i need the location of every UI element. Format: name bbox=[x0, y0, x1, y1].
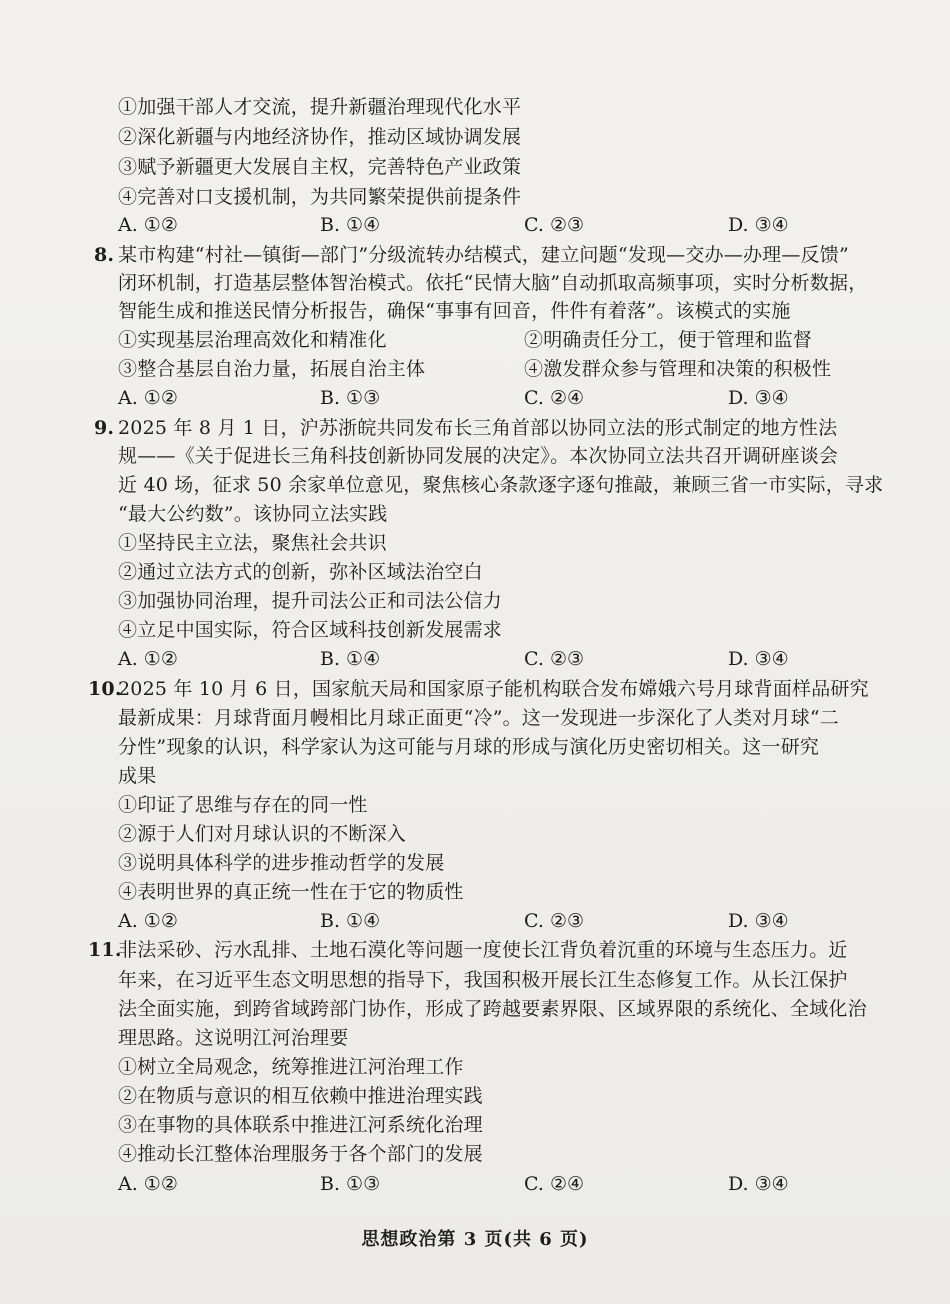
q7-choice-c[interactable]: C. ②③ bbox=[524, 214, 585, 236]
q11-item-4: ④推动长江整体治理服务于各个部门的发展 bbox=[118, 1143, 483, 1165]
q7-item-2: ②深化新疆与内地经济协作，推动区域协调发展 bbox=[118, 126, 522, 148]
q11-choice-d[interactable]: D. ③④ bbox=[728, 1173, 789, 1195]
q10-item-2: ②源于人们对月球认识的不断深入 bbox=[118, 823, 407, 845]
q11-number: 11. bbox=[88, 939, 122, 961]
q10-choice-a[interactable]: A. ①② bbox=[118, 910, 178, 932]
q8-stem-line-3: 智能生成和推送民情分析报告，确保“事事有回音，件件有着落”。该模式的实施 bbox=[118, 300, 791, 322]
q10-choice-b[interactable]: B. ①④ bbox=[320, 910, 381, 932]
q11-choice-a[interactable]: A. ①② bbox=[118, 1173, 178, 1195]
q8-choice-a[interactable]: A. ①② bbox=[118, 387, 178, 409]
q10-choice-d[interactable]: D. ③④ bbox=[728, 910, 789, 932]
q8-stem-line-1: 某市构建“村社—镇街—部门”分级流转办结模式，建立问题“发现—交办—办理—反馈” bbox=[118, 244, 849, 266]
q11-choice-c[interactable]: C. ②④ bbox=[524, 1173, 585, 1195]
q7-item-1: ①加强干部人才交流，提升新疆治理现代化水平 bbox=[118, 96, 522, 118]
q9-choice-d[interactable]: D. ③④ bbox=[728, 648, 789, 670]
q9-stem-line-1: 2025 年 8 月 1 日，沪苏浙皖共同发布长三角首部以协同立法的形式制定的地方性法 bbox=[118, 417, 838, 439]
q8-item-1: ①实现基层治理高效化和精准化 bbox=[118, 329, 387, 351]
q11-item-1: ①树立全局观念，统筹推进江河治理工作 bbox=[118, 1056, 464, 1078]
q7-choice-a[interactable]: A. ①② bbox=[118, 214, 178, 236]
q10-item-4: ④表明世界的真正统一性在于它的物质性 bbox=[118, 881, 464, 903]
q9-choice-b[interactable]: B. ①④ bbox=[320, 648, 381, 670]
q10-stem-line-1: 2025 年 10 月 6 日，国家航天局和国家原子能机构联合发布嫦娥六号月球背面样品研究 bbox=[118, 678, 869, 700]
q8-number: 8. bbox=[94, 244, 115, 266]
q10-stem-line-4: 成果 bbox=[118, 765, 157, 787]
q7-choice-d[interactable]: D. ③④ bbox=[728, 214, 789, 236]
q10-stem-line-2: 最新成果：月球背面月幔相比月球正面更“冷”。这一发现进一步深化了人类对月球“二 bbox=[118, 707, 839, 729]
q8-item-4: ④激发群众参与管理和决策的积极性 bbox=[524, 358, 832, 380]
q8-choice-b[interactable]: B. ①③ bbox=[320, 387, 381, 409]
q10-item-1: ①印证了思维与存在的同一性 bbox=[118, 794, 368, 816]
q9-choice-c[interactable]: C. ②③ bbox=[524, 648, 585, 670]
q11-item-2: ②在物质与意识的相互依赖中推进治理实践 bbox=[118, 1085, 483, 1107]
q9-item-1: ①坚持民主立法，聚焦社会共识 bbox=[118, 532, 387, 554]
q9-number: 9. bbox=[94, 417, 115, 439]
q9-stem-line-2: 规——《关于促进长三角科技创新协同发展的决定》。本次协同立法共召开调研座谈会 bbox=[118, 445, 839, 467]
q8-choice-c[interactable]: C. ②④ bbox=[524, 387, 585, 409]
q10-item-3: ③说明具体科学的进步推动哲学的发展 bbox=[118, 852, 445, 874]
q7-item-3: ③赋予新疆更大发展自主权，完善特色产业政策 bbox=[118, 156, 522, 178]
q10-number: 10. bbox=[88, 678, 122, 700]
q10-stem-line-3: 分性”现象的认识，科学家认为这可能与月球的形成与演化历史密切相关。这一研究 bbox=[118, 736, 820, 758]
q9-item-4: ④立足中国实际，符合区域科技创新发展需求 bbox=[118, 619, 503, 641]
q11-stem-line-1: 非法采砂、污水乱排、土地石漠化等问题一度使长江背负着沉重的环境与生态压力。近 bbox=[118, 939, 848, 961]
q11-choice-b[interactable]: B. ①③ bbox=[320, 1173, 381, 1195]
q9-stem-line-3: 近 40 场，征求 50 余家单位意见，聚焦核心条款逐字逐句推敲，兼顾三省一市实际，寻求 bbox=[118, 474, 884, 496]
q7-choice-b[interactable]: B. ①④ bbox=[320, 214, 381, 236]
q9-choice-a[interactable]: A. ①② bbox=[118, 648, 178, 670]
q11-stem-line-4: 理思路。这说明江河治理要 bbox=[118, 1027, 349, 1049]
q8-item-2: ②明确责任分工，便于管理和监督 bbox=[524, 329, 813, 351]
q11-stem-line-2: 年来，在习近平生态文明思想的指导下，我国积极开展长江生态修复工作。从长江保护 bbox=[118, 969, 848, 991]
q8-stem-line-2: 闭环机制，打造基层整体智治模式。依托“民情大脑”自动抓取高频事项，实时分析数据， bbox=[118, 272, 868, 294]
q11-item-3: ③在事物的具体联系中推进江河系统化治理 bbox=[118, 1114, 483, 1136]
q9-item-2: ②通过立法方式的创新，弥补区域法治空白 bbox=[118, 561, 483, 583]
q8-item-3: ③整合基层自治力量，拓展自治主体 bbox=[118, 358, 426, 380]
page-footer: 思想政治第 3 页(共 6 页) bbox=[361, 1229, 589, 1250]
q11-stem-line-3: 法全面实施，到跨省域跨部门协作，形成了跨越要素界限、区域界限的系统化、全域化治 bbox=[118, 998, 867, 1020]
q9-stem-line-4: “最大公约数”。该协同立法实践 bbox=[118, 503, 388, 525]
q10-choice-c[interactable]: C. ②③ bbox=[524, 910, 585, 932]
q8-choice-d[interactable]: D. ③④ bbox=[728, 387, 789, 409]
q7-item-4: ④完善对口支援机制，为共同繁荣提供前提条件 bbox=[118, 186, 522, 208]
q9-item-3: ③加强协同治理，提升司法公正和司法公信力 bbox=[118, 590, 503, 612]
